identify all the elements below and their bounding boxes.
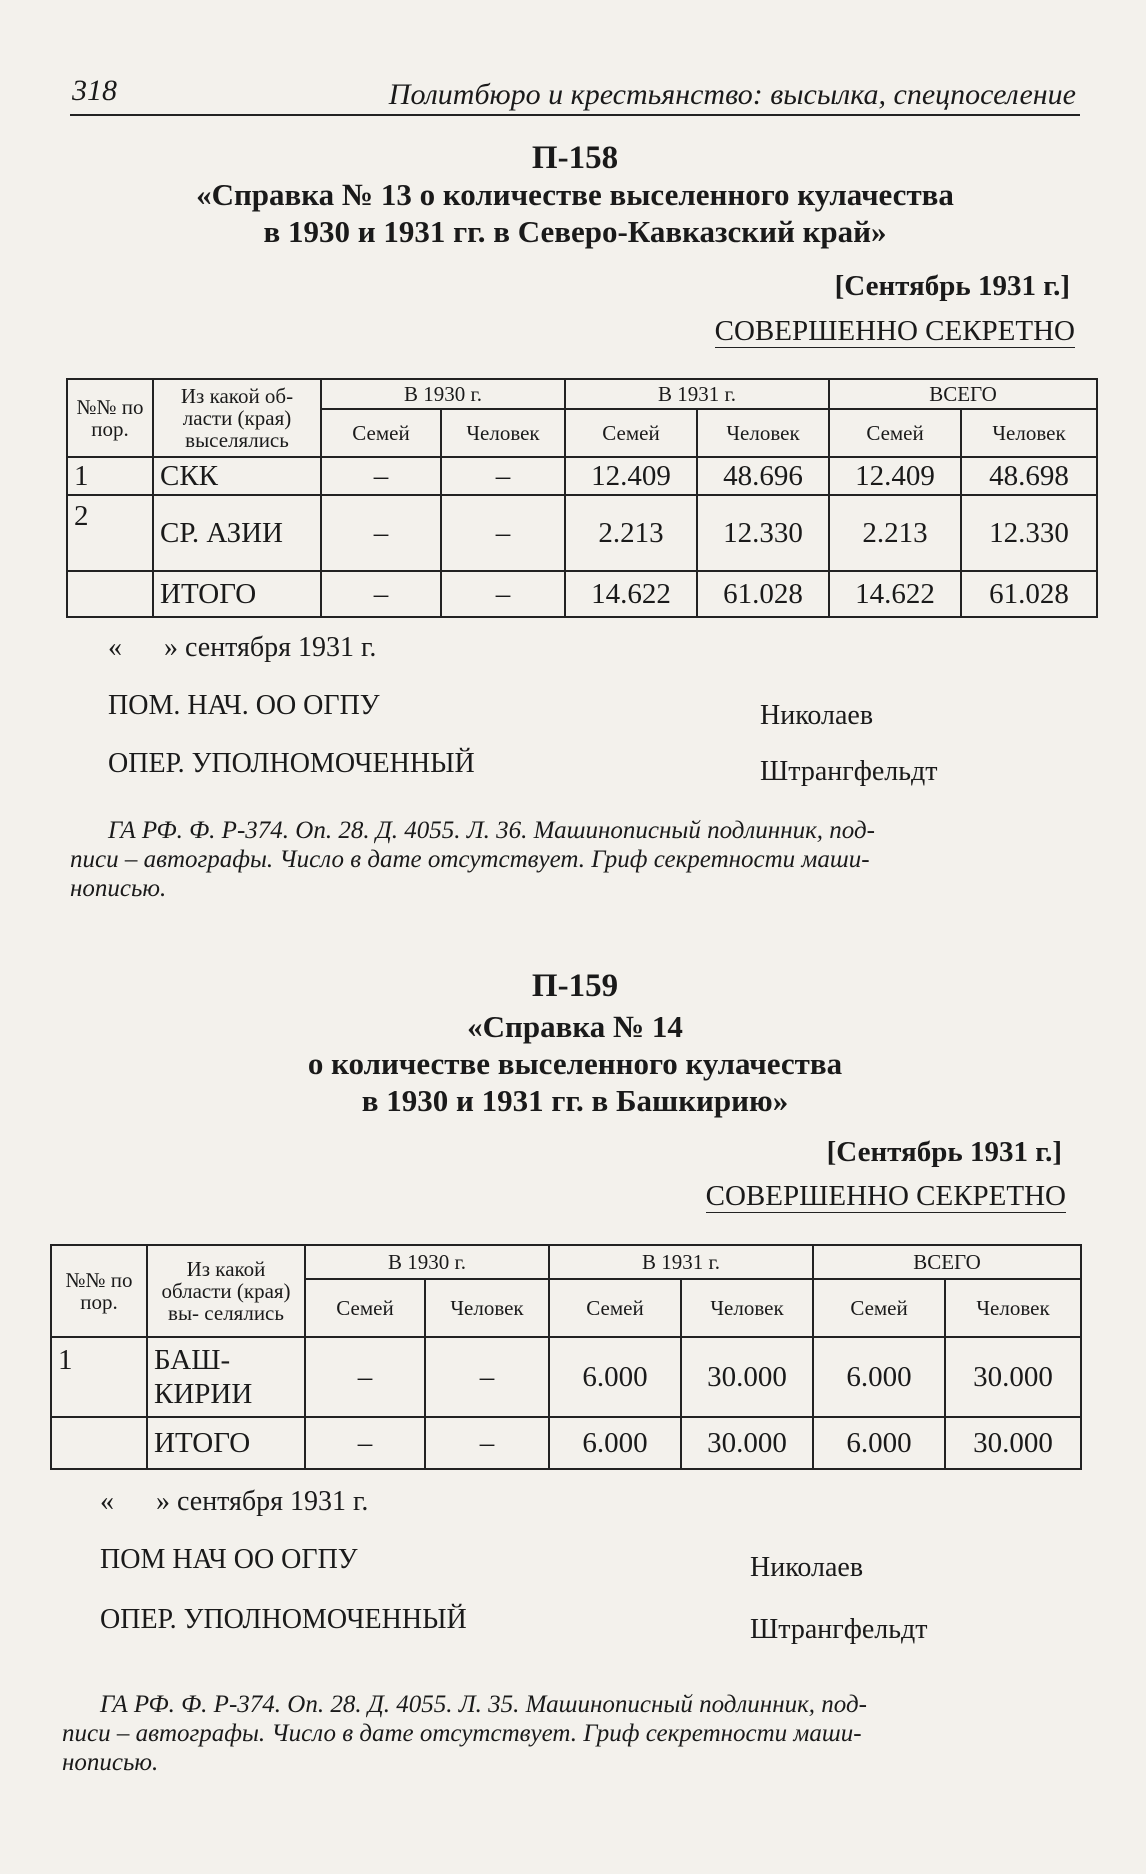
doc2-title-line2: о количестве выселенного кулачества [307, 1046, 843, 1081]
row-families-total: 12.409 [829, 457, 961, 495]
doc1-source-line1: ГА РФ. Ф. Р-374. Оп. 28. Д. 4055. Л. 36. Машинописный подлинник, под- [108, 817, 875, 844]
row-people-1931: 12.330 [697, 495, 829, 571]
row-people-total: 12.330 [961, 495, 1097, 571]
doc1-source-line3: нописью. [70, 875, 167, 902]
doc2-source-line3: нописью. [62, 1749, 159, 1776]
page-number: 318 [72, 74, 117, 107]
doc1-col-no: №№ по пор. [67, 379, 153, 457]
doc1-date: [Сентябрь 1931 г.] [834, 270, 1070, 302]
row-people-1931: 48.696 [697, 457, 829, 495]
doc2-table [50, 1244, 1082, 1470]
row-region: СР. АЗИИ [153, 495, 321, 571]
doc2-sig1-name: Николаев [750, 1552, 864, 1583]
doc2-date: [Сентябрь 1931 г.] [826, 1136, 1062, 1168]
row-people-1931: 61.028 [697, 571, 829, 617]
doc2-col-1930-families: Семей [305, 1279, 425, 1337]
row-families-1931: 14.622 [565, 571, 697, 617]
table-row-total [51, 1417, 1081, 1469]
doc2-title-line1: «Справка № 14 [467, 1009, 683, 1044]
row-people-total: 30.000 [945, 1417, 1081, 1469]
row-no [67, 571, 153, 617]
row-families-total: 2.213 [829, 495, 961, 571]
doc2-sig2-title: ОПЕР. УПОЛНОМОЧЕННЫЙ [100, 1604, 467, 1635]
doc1-col-total-families: Семей [829, 409, 961, 457]
doc1-col-region: Из какой об- ласти (края) выселялись [153, 379, 321, 457]
doc1-header-row1 [67, 379, 1097, 409]
doc1-col-total-people: Человек [961, 409, 1097, 457]
doc1-sig2-title: ОПЕР. УПОЛНОМОЧЕННЫЙ [108, 748, 475, 779]
row-no: 1 [67, 457, 153, 495]
row-people-1931: 30.000 [681, 1417, 813, 1469]
row-families-total: 14.622 [829, 571, 961, 617]
running-title: Политбюро и крестьянство: высылка, спецпоселение [388, 78, 1076, 111]
doc1-secrecy-stamp [560, 315, 1075, 348]
row-region: СКК [153, 457, 321, 495]
doc2-col-1930: В 1930 г. [305, 1245, 549, 1279]
doc2-col-total-people: Человек [945, 1279, 1081, 1337]
running-head [70, 68, 1080, 116]
row-people-total: 30.000 [945, 1337, 1081, 1417]
doc1-col-1930-families: Семей [321, 409, 441, 457]
doc1-date-line: « » сентября 1931 г. [108, 632, 377, 663]
doc1-col-1931: В 1931 г. [565, 379, 829, 409]
doc1-title-line2: в 1930 и 1931 гг. в Северо-Кавказский край» [263, 214, 887, 249]
row-people-1930: – [425, 1417, 549, 1469]
doc1-sig1-title: ПОМ. НАЧ. ОО ОГПУ [108, 690, 380, 721]
doc2-col-1931-people: Человек [681, 1279, 813, 1337]
doc2-col-1931-families: Семей [549, 1279, 681, 1337]
doc2-col-total-families: Семей [813, 1279, 945, 1337]
row-people-total: 61.028 [961, 571, 1097, 617]
table-row [67, 457, 1097, 495]
doc1-secrecy-text: СОВЕРШЕННО СЕКРЕТНО [714, 315, 1075, 347]
row-families-1930: – [305, 1337, 425, 1417]
doc2-sig1-title: ПОМ НАЧ ОО ОГПУ [100, 1544, 358, 1575]
row-people-total: 48.698 [961, 457, 1097, 495]
doc1-source-note [70, 816, 1080, 903]
table-row [67, 495, 1097, 571]
doc1-number: П-158 [531, 140, 619, 176]
row-families-1931: 6.000 [549, 1337, 681, 1417]
doc1-col-total: ВСЕГО [829, 379, 1097, 409]
row-families-1930: – [321, 457, 441, 495]
row-families-1930: – [305, 1417, 425, 1469]
doc2-col-no: №№ по пор. [51, 1245, 147, 1337]
row-people-1930: – [441, 571, 565, 617]
row-region: БАШ- КИРИИ [147, 1337, 305, 1417]
row-no: 2 [67, 495, 153, 571]
row-people-1930: – [425, 1337, 549, 1417]
doc2-date-line: « » сентября 1931 г. [100, 1486, 369, 1517]
doc1-col-1930-people: Человек [441, 409, 565, 457]
doc1-col-1930: В 1930 г. [321, 379, 565, 409]
doc2-source-line2: писи – автографы. Число в дате отсутствует. Гриф секретности маши- [62, 1720, 862, 1747]
doc2-source-note [62, 1690, 1072, 1777]
table-row-total [67, 571, 1097, 617]
doc2-col-1931: В 1931 г. [549, 1245, 813, 1279]
doc2-col-total: ВСЕГО [813, 1245, 1081, 1279]
doc1-title-line1: «Справка № 13 о количестве выселенного кулачества [196, 177, 954, 212]
row-families-1930: – [321, 571, 441, 617]
doc2-secrecy-text: СОВЕРШЕННО СЕКРЕТНО [705, 1180, 1066, 1212]
row-region: ИТОГО [153, 571, 321, 617]
row-families-1931: 2.213 [565, 495, 697, 571]
row-no [51, 1417, 147, 1469]
doc1-sig2-name: Штрангфельдт [760, 756, 938, 787]
doc1-sig1-name: Николаев [760, 700, 874, 731]
doc1-col-1931-people: Человек [697, 409, 829, 457]
row-people-1931: 30.000 [681, 1337, 813, 1417]
doc2-secrecy-stamp [560, 1180, 1066, 1213]
row-region: ИТОГО [147, 1417, 305, 1469]
doc2-col-1930-people: Человек [425, 1279, 549, 1337]
row-families-1930: – [321, 495, 441, 571]
doc2-col-region: Из какой области (края) вы- селялись [147, 1245, 305, 1337]
doc1-table [66, 378, 1098, 618]
doc1-col-1931-families: Семей [565, 409, 697, 457]
doc2-header-row1 [51, 1245, 1081, 1279]
row-people-1930: – [441, 457, 565, 495]
doc2-number: П-159 [531, 968, 619, 1004]
row-families-1931: 6.000 [549, 1417, 681, 1469]
row-families-1931: 12.409 [565, 457, 697, 495]
doc1-source-line2: писи – автографы. Число в дате отсутствует. Гриф секретности маши- [70, 846, 870, 873]
doc2-source-line1: ГА РФ. Ф. Р-374. Оп. 28. Д. 4055. Л. 35. Машинописный подлинник, под- [100, 1691, 867, 1718]
row-people-1930: – [441, 495, 565, 571]
row-no: 1 [51, 1337, 147, 1417]
row-families-total: 6.000 [813, 1337, 945, 1417]
row-families-total: 6.000 [813, 1417, 945, 1469]
doc2-title-line3: в 1930 и 1931 гг. в Башкирию» [361, 1083, 789, 1118]
table-row [51, 1337, 1081, 1417]
doc2-sig2-name: Штрангфельдт [750, 1614, 928, 1645]
